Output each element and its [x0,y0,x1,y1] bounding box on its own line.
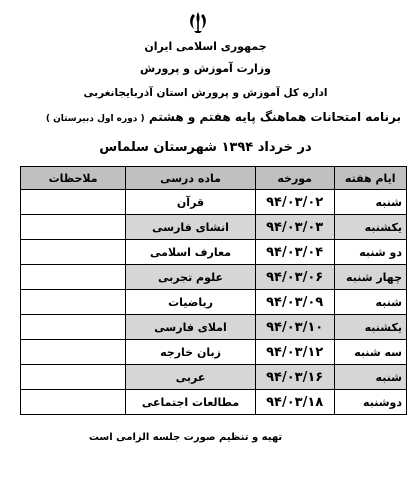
table-row [21,240,407,265]
cell-subject: قرآن [126,190,256,215]
cell-day: سه شنبه [334,340,407,365]
cell-date: ۹۴/۰۳/۱۶ [255,365,334,390]
column-header-day: ایام هفته [334,167,407,190]
cell-notes [21,215,126,240]
cell-date: ۹۴/۰۳/۱۲ [255,340,334,365]
cell-date: ۹۴/۰۳/۰۳ [255,215,334,240]
cell-subject: انشای فارسی [126,215,256,240]
cell-notes [21,340,126,365]
table-row [21,390,407,415]
cell-subject: زبان خارجه [126,340,256,365]
department-name: اداره کل آموزش و پرورش استان آذربایجانغربی [83,87,328,99]
cell-day: یکشنبه [334,215,407,240]
cell-notes [21,390,126,415]
cell-date: ۹۴/۰۳/۱۰ [255,315,334,340]
cell-subject: مطالعات اجتماعی [126,390,256,415]
cell-date: ۹۴/۰۳/۰۹ [255,290,334,315]
iran-emblem-icon [187,10,209,34]
column-header-date: مورخه [255,167,334,190]
cell-subject: علوم تجربی [126,265,256,290]
cell-notes [21,240,126,265]
cell-date: ۹۴/۰۳/۰۴ [255,240,334,265]
cell-notes [21,315,126,340]
cell-notes [21,365,126,390]
ministry-name: وزارت آموزش و پرورش [140,62,271,75]
table-row [21,365,407,390]
cell-subject: املای فارسی [126,315,256,340]
cell-day: چهار شنبه [334,265,407,290]
cell-subject: معارف اسلامی [126,240,256,265]
table-row [21,290,407,315]
cell-notes [21,290,126,315]
table-row [21,340,407,365]
cell-date: ۹۴/۰۳/۱۸ [255,390,334,415]
cell-day: شنبه [334,365,407,390]
cell-notes [21,265,126,290]
page-title [4,110,401,124]
cell-subject: ریاضیات [126,290,256,315]
cell-subject: عربی [126,365,256,390]
cell-day: دوشنبه [334,390,407,415]
cell-date: ۹۴/۰۳/۰۶ [255,265,334,290]
title-note: ( دوره اول دبیرستان ) [45,114,145,124]
table-row [21,190,407,215]
title-text: برنامه امتحانات هماهنگ پایه هفتم و هشتم [148,110,401,124]
cell-date: ۹۴/۰۳/۰۲ [255,190,334,215]
cell-notes [21,190,126,215]
exam-schedule-table [20,166,407,415]
cell-day: دو شنبه [334,240,407,265]
footer-note: تهیه و تنظیم صورت جلسه الزامی است [88,432,283,443]
cell-day: شنبه [334,290,407,315]
table-row [21,315,407,340]
table-row [21,215,407,240]
table-row [21,265,407,290]
country-name: جمهوری اسلامی ایران [144,40,267,53]
column-header-notes: ملاحظات [21,167,126,190]
cell-day: یکشنبه [334,315,407,340]
cell-day: شنبه [334,190,407,215]
page-subtitle: در خرداد ۱۳۹۴ شهرستان سلماس [99,140,312,155]
column-header-subject: ماده درسی [126,167,256,190]
table-header-row [21,167,407,190]
